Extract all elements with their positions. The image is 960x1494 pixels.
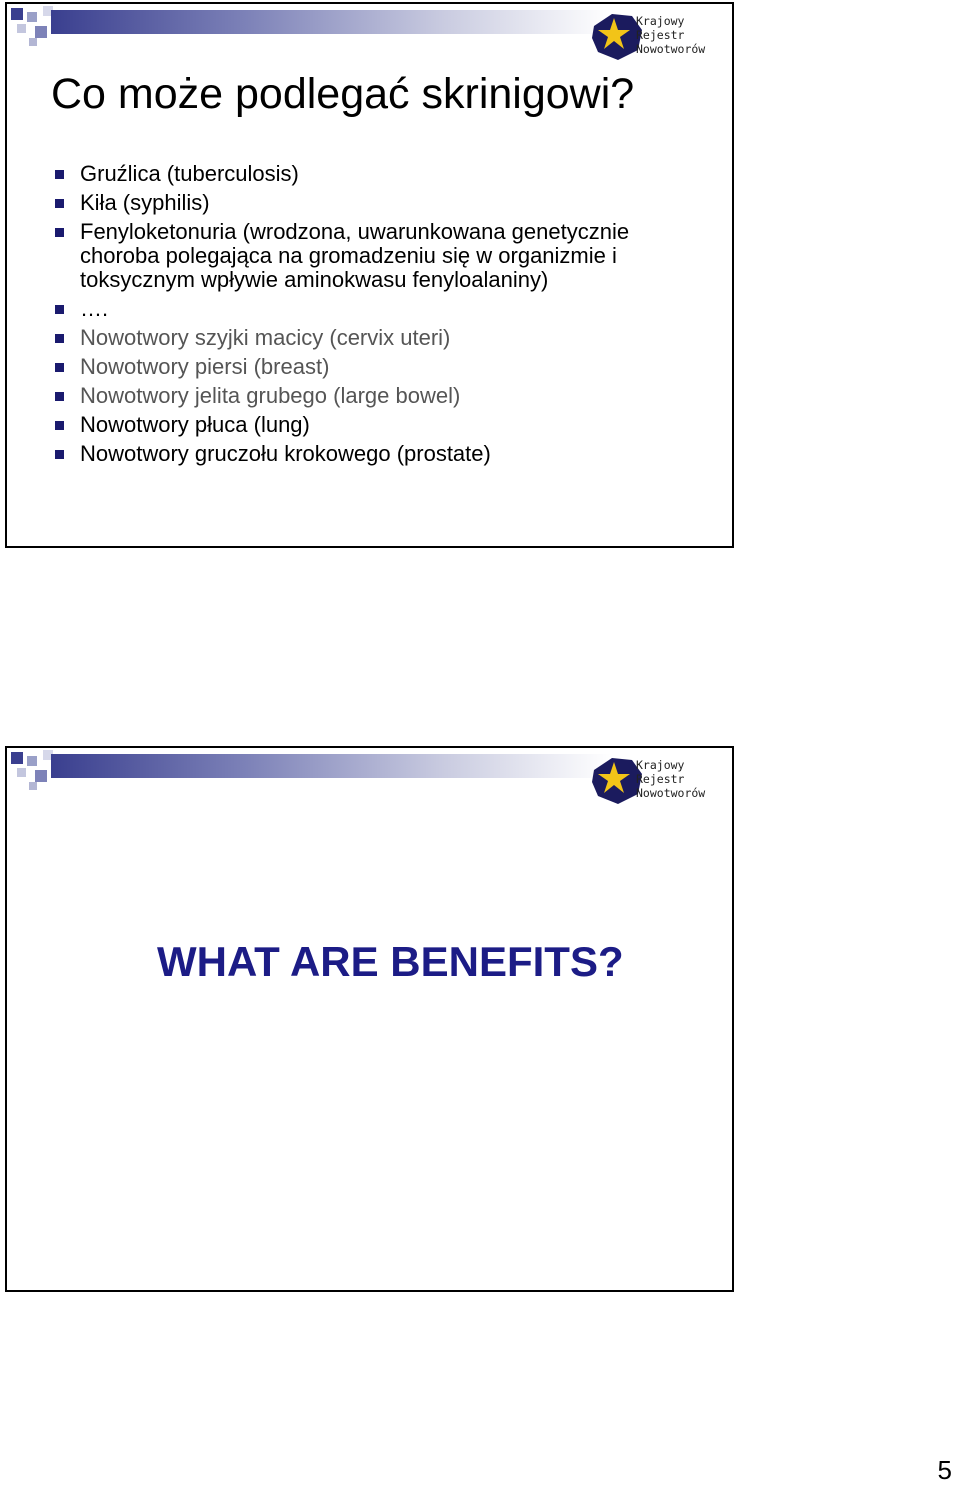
square-bullet-icon: [55, 305, 64, 314]
list-item: ….: [53, 297, 713, 321]
header-band: [51, 754, 611, 778]
square-bullet-icon: [55, 170, 64, 179]
square-bullet-icon: [55, 421, 64, 430]
square-bullet-icon: [55, 450, 64, 459]
list-item: Gruźlica (tuberculosis): [53, 162, 713, 186]
list-item: Fenyloketonuria (wrodzona, uwarunkowana genetycznie choroba polegająca na gromadzeniu się w organizmie i toksycznym wpływie aminokwasu fenyloalaniny): [53, 220, 713, 292]
page-number: 5: [937, 1455, 952, 1485]
list-item: Nowotwory gruczołu krokowego (prostate): [53, 442, 713, 466]
list-item: Kiła (syphilis): [53, 191, 713, 215]
list-item: Nowotwory szyjki macicy (cervix uteri): [53, 326, 713, 350]
slide-1: [5, 2, 734, 548]
square-bullet-icon: [55, 363, 64, 372]
bullet-list: [53, 162, 713, 471]
header-band: [51, 10, 611, 34]
list-item: Nowotwory płuca (lung): [53, 413, 713, 437]
square-bullet-icon: [55, 392, 64, 401]
list-item: Nowotwory piersi (breast): [53, 355, 713, 379]
square-bullet-icon: [55, 199, 64, 208]
registry-logo: [588, 750, 728, 808]
logo-text: Krajowy Rejestr Nowotworów: [636, 758, 706, 800]
square-bullet-icon: [55, 334, 64, 343]
registry-logo: [588, 6, 728, 64]
square-bullet-icon: [55, 228, 64, 237]
list-item: Nowotwory jelita grubego (large bowel): [53, 384, 713, 408]
slide-title: Co może podlegać skrinigowi?: [51, 70, 635, 118]
slide-2: [5, 746, 734, 1292]
slide-heading: WHAT ARE BENEFITS?: [157, 938, 624, 985]
logo-text: Krajowy Rejestr Nowotworów: [636, 14, 706, 56]
